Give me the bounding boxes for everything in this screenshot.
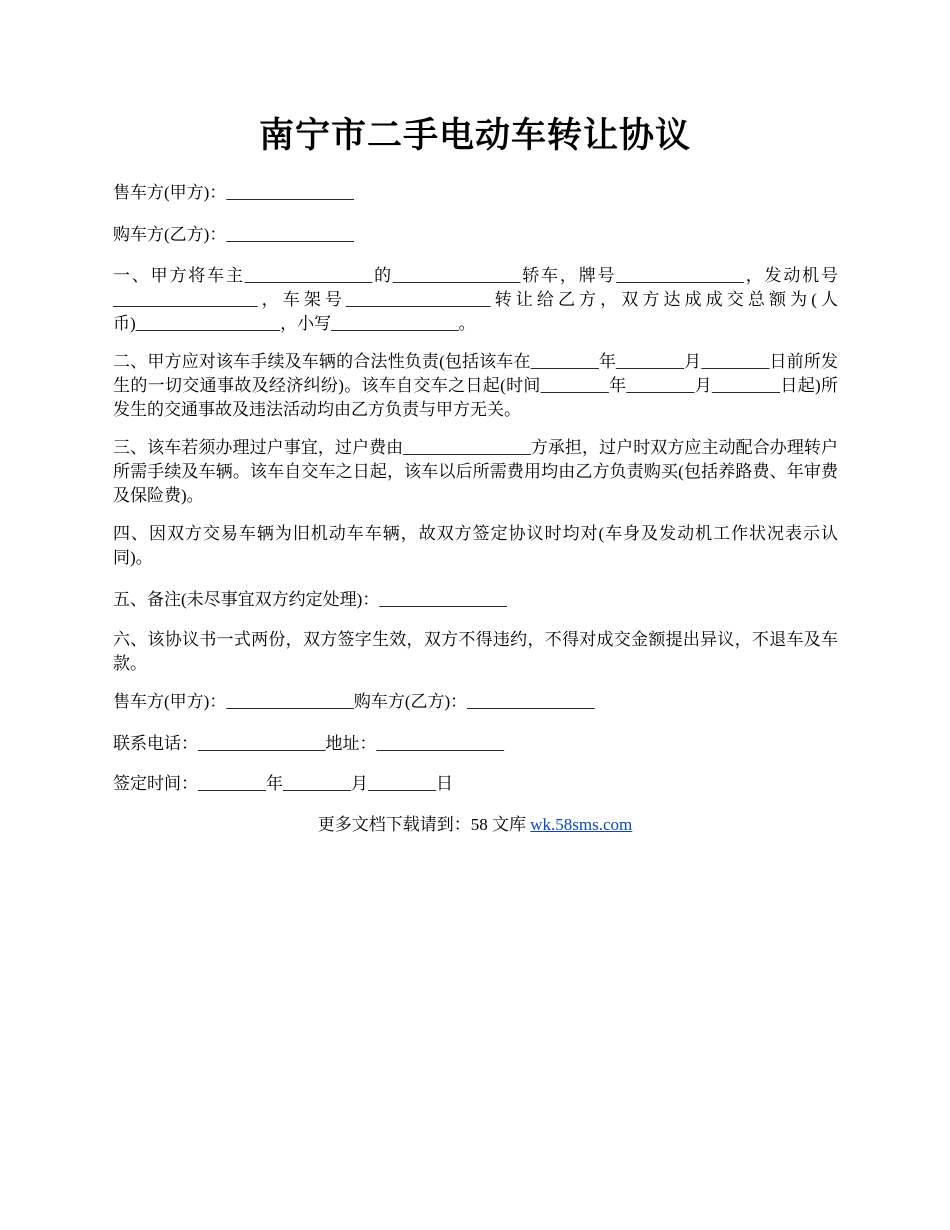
- contact-address-line: 联系电话：_______________地址：_______________: [113, 734, 504, 753]
- footer: [0, 813, 950, 837]
- footer-link[interactable]: wk.58sms.com: [530, 815, 633, 834]
- clause-4: 四、因双方交易车辆为旧机动车车辆，故双方签定协议时均对(车身及发动机工作状况表示认同)。: [113, 524, 838, 567]
- clause-2: 二、甲方应对该车手续及车辆的合法性负责(包括该车在________年________月________日前所发生的一切交通事故及经济纠纷)。该车自交车之日起(时间________年________月________日起)所发生的交通事故及违法活动均由乙方负责与甲方无关。: [113, 352, 838, 419]
- seller-party-line: 售车方(甲方)：_______________: [113, 183, 354, 202]
- clause-3: 三、该车若须办理过户事宜，过户费由_______________方承担，过户时双方应主动配合办理转户所需手续及车辆。该车自交车之日起，该车以后所需费用均由乙方负责购买(包括养路费、年审费及保险费)。: [113, 438, 838, 505]
- clause-5-notes: 五、备注(未尽事宜双方约定处理)：_______________: [113, 590, 507, 609]
- signing-date-line: 签定时间：________年________月________日: [113, 774, 453, 793]
- footer-text: 更多文档下载请到：58 文库: [317, 815, 531, 834]
- buyer-party-line: 购车方(乙方)：_______________: [113, 225, 354, 244]
- clause-6: 六、该协议书一式两份，双方签字生效，双方不得违约，不得对成交金额提出异议，不退车及车款。: [113, 630, 838, 673]
- clause-1: 一、甲方将车主_______________的_______________轿车，牌号_______________，发动机号_________________，车架号_________________转让给乙方，双方达成成交总额为(人币)_________________，小写_______________。: [113, 266, 838, 333]
- signature-parties-line: 售车方(甲方)：_______________购车方(乙方)：_______________: [113, 692, 595, 711]
- document-title: 南宁市二手电动车转让协议: [258, 116, 691, 155]
